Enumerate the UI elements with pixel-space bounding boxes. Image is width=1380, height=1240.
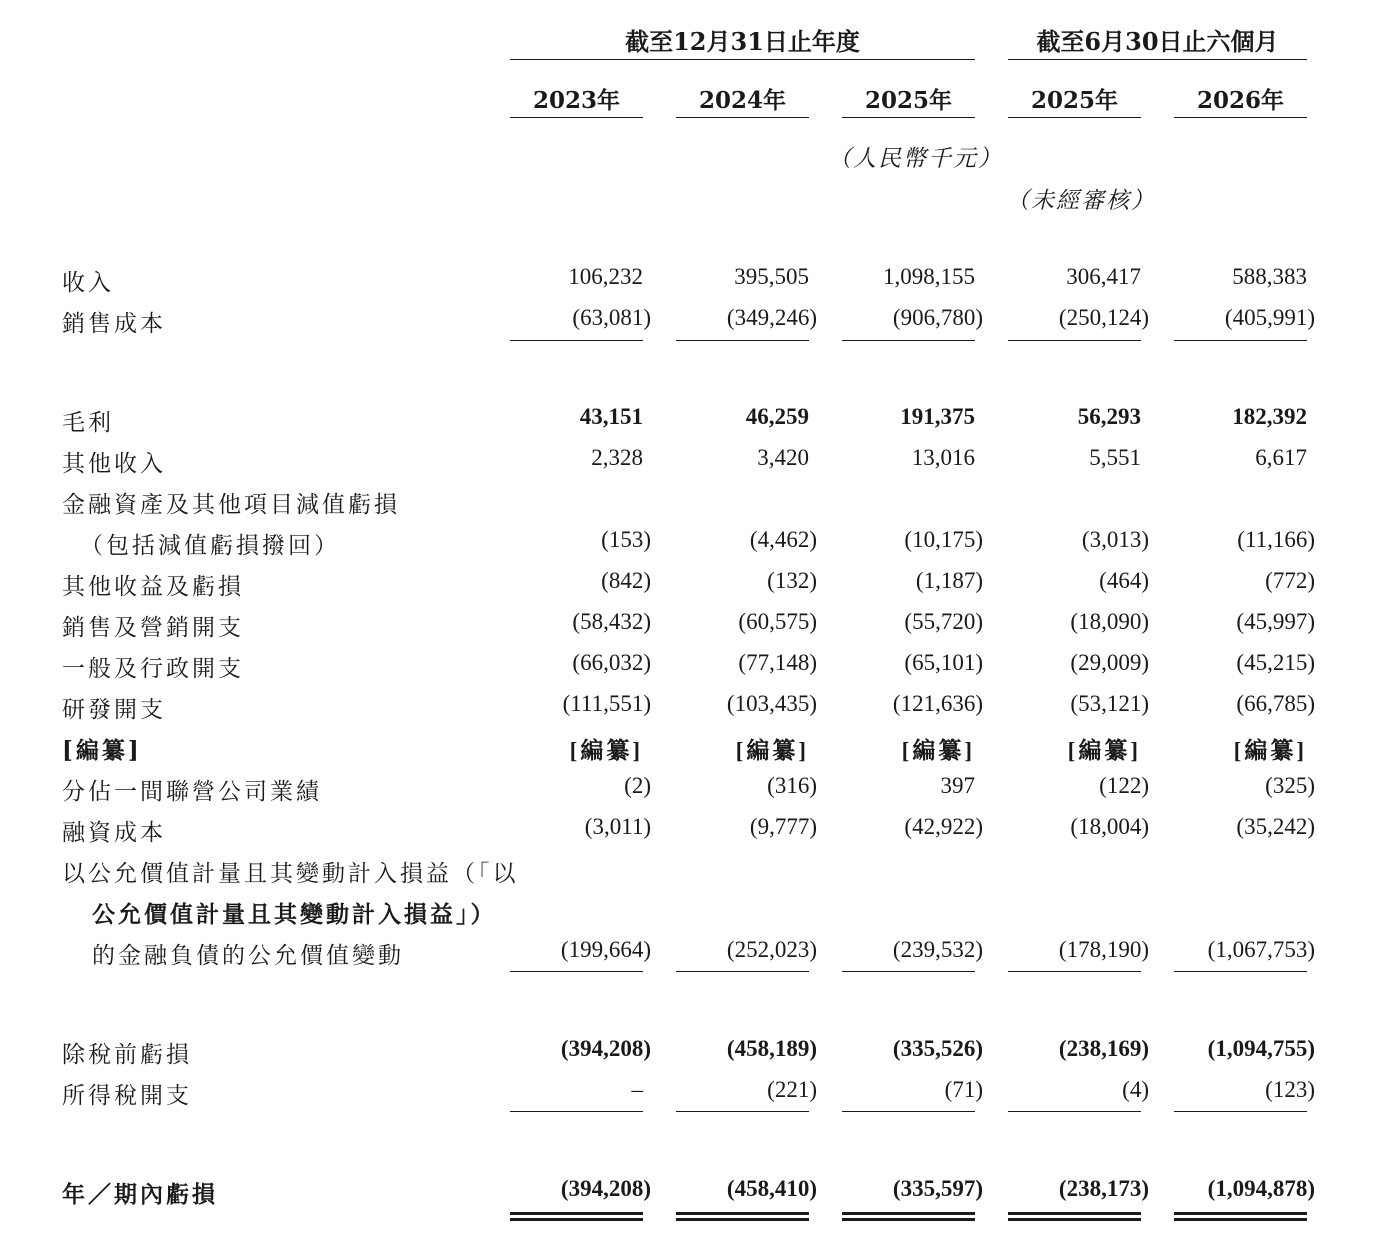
- table-cell: 2,328: [591, 445, 643, 470]
- group-header-six-months: 截至6月30日止六個月: [1036, 27, 1279, 56]
- year-header: 2024年: [698, 87, 786, 114]
- row-label-admin-expenses: 一般及行政開支: [62, 656, 244, 682]
- total-double-rule: [510, 1212, 643, 1221]
- table-cell: [編纂]: [901, 738, 975, 763]
- subtotal-rule: [510, 340, 643, 341]
- table-cell: (335,597): [892, 1176, 983, 1201]
- row-label-other-gains: 其他收益及虧損: [62, 574, 244, 600]
- table-cell: (394,208): [560, 1176, 651, 1201]
- table-cell: (239,532): [892, 937, 983, 962]
- table-cell: 5,551: [1089, 445, 1141, 470]
- table-cell: (458,189): [726, 1036, 817, 1061]
- table-cell: (18,004): [1070, 814, 1149, 839]
- table-cell: (4,462): [749, 527, 817, 552]
- table-cell: 191,375: [900, 404, 975, 429]
- table-cell: (1,067,753): [1207, 937, 1315, 962]
- table-cell: 46,259: [745, 404, 809, 429]
- unaudited-note: （未經審核）: [1006, 188, 1156, 214]
- table-cell: (45,997): [1236, 609, 1315, 634]
- table-cell: (221): [767, 1077, 817, 1102]
- row-label-gross-profit: 毛利: [62, 410, 114, 436]
- table-cell: (103,435): [726, 691, 817, 716]
- table-cell: (3,011): [584, 814, 651, 839]
- table-cell: (123): [1265, 1077, 1315, 1102]
- row-label-fvtpl-cont: 公允價值計量且其變動計入損益」）: [92, 901, 497, 928]
- table-cell: 182,392: [1232, 404, 1307, 429]
- row-label-redacted: [編纂]: [62, 737, 142, 764]
- table-cell: 395,505: [734, 264, 809, 289]
- year-underline: [1174, 117, 1307, 118]
- table-cell: (252,023): [726, 937, 817, 962]
- table-cell: (335,526): [892, 1036, 983, 1061]
- table-cell: (53,121): [1070, 691, 1149, 716]
- table-cell: (77,148): [738, 650, 817, 675]
- subtotal-rule: [1008, 1111, 1141, 1112]
- year-underline: [510, 117, 643, 118]
- table-cell: 13,016: [911, 445, 975, 470]
- table-cell: (1,094,755): [1207, 1036, 1315, 1061]
- table-cell: (325): [1265, 773, 1315, 798]
- year-underline: [676, 117, 809, 118]
- table-cell: (1,094,878): [1207, 1176, 1315, 1201]
- table-cell: (394,208): [560, 1036, 651, 1061]
- year-header: 2023年: [532, 87, 620, 114]
- row-label-loss-before-tax: 除稅前虧損: [62, 1042, 192, 1068]
- total-double-rule: [1174, 1212, 1307, 1221]
- row-label-associate: 分佔一間聯營公司業績: [62, 779, 322, 805]
- row-label-other-income: 其他收入: [62, 451, 166, 477]
- group-header-full-year: 截至12月31日止年度: [625, 27, 860, 56]
- subtotal-rule: [1174, 1111, 1307, 1112]
- table-cell: (65,101): [904, 650, 983, 675]
- subtotal-rule: [676, 971, 809, 972]
- table-cell: (122): [1099, 773, 1149, 798]
- table-cell: (71): [944, 1077, 983, 1102]
- year-underline: [842, 117, 975, 118]
- table-cell: (58,432): [572, 609, 651, 634]
- table-cell: (842): [601, 568, 651, 593]
- subtotal-rule: [510, 971, 643, 972]
- table-cell: (464): [1099, 568, 1149, 593]
- table-cell: (1,187): [915, 568, 983, 593]
- table-cell: (3,013): [1081, 527, 1149, 552]
- table-cell: 1,098,155: [883, 264, 975, 289]
- table-cell: [編纂]: [1067, 738, 1141, 763]
- subtotal-rule: [842, 340, 975, 341]
- table-cell: 588,383: [1232, 264, 1307, 289]
- table-cell: (458,410): [726, 1176, 817, 1201]
- subtotal-rule: [676, 1111, 809, 1112]
- table-cell: (11,166): [1237, 527, 1315, 552]
- year-underline: [1008, 117, 1141, 118]
- table-cell: 43,151: [579, 404, 643, 429]
- row-label-finance-costs: 融資成本: [62, 820, 166, 846]
- row-label-impairment-cont: （包括減值虧損撥回）: [80, 533, 340, 559]
- table-cell: (35,242): [1236, 814, 1315, 839]
- table-cell: (42,922): [904, 814, 983, 839]
- total-double-rule: [1008, 1212, 1141, 1221]
- subtotal-rule: [1174, 971, 1307, 972]
- table-cell: [編纂]: [569, 738, 643, 763]
- table-cell: (10,175): [904, 527, 983, 552]
- subtotal-rule: [510, 1111, 643, 1112]
- group-underline: [510, 59, 975, 60]
- table-cell: (199,664): [560, 937, 651, 962]
- table-cell: (316): [767, 773, 817, 798]
- row-label-rd-expenses: 研發開支: [62, 697, 166, 723]
- table-cell: 56,293: [1077, 404, 1141, 429]
- year-header: 2025年: [1030, 87, 1118, 114]
- table-cell: (153): [601, 527, 651, 552]
- table-cell: (63,081): [572, 305, 651, 330]
- table-cell: [編纂]: [1233, 738, 1307, 763]
- year-header: 2025年: [864, 87, 952, 114]
- group-underline: [1008, 59, 1307, 60]
- table-cell: (772): [1265, 568, 1315, 593]
- subtotal-rule: [842, 971, 975, 972]
- table-cell: (45,215): [1236, 650, 1315, 675]
- table-cell: (9,777): [749, 814, 817, 839]
- year-header: 2026年: [1196, 87, 1284, 114]
- row-label-selling-expenses: 銷售及營銷開支: [62, 615, 244, 641]
- currency-note: （人民幣千元）: [828, 146, 1003, 172]
- subtotal-rule: [1008, 971, 1141, 972]
- table-cell: 3,420: [757, 445, 809, 470]
- table-cell: (906,780): [892, 305, 983, 330]
- table-cell: (18,090): [1070, 609, 1149, 634]
- table-cell: (66,785): [1236, 691, 1315, 716]
- row-label-impairment: 金融資產及其他項目減值虧損: [62, 492, 400, 518]
- table-cell: (29,009): [1070, 650, 1149, 675]
- table-cell: (111,551): [562, 691, 651, 716]
- table-cell: (60,575): [738, 609, 817, 634]
- total-double-rule: [676, 1212, 809, 1221]
- table-cell: 106,232: [568, 264, 643, 289]
- subtotal-rule: [676, 340, 809, 341]
- table-cell: –: [631, 1077, 643, 1102]
- row-label-revenue: 收入: [62, 270, 114, 296]
- table-cell: (2): [624, 773, 651, 798]
- table-cell: (178,190): [1058, 937, 1149, 962]
- row-label-loss-for-period: 年／期內虧損: [62, 1181, 218, 1208]
- table-cell: 397: [940, 773, 975, 798]
- subtotal-rule: [842, 1111, 975, 1112]
- table-cell: (4): [1122, 1077, 1149, 1102]
- table-cell: (121,636): [892, 691, 983, 716]
- row-label-income-tax: 所得稅開支: [62, 1083, 192, 1109]
- subtotal-rule: [1174, 340, 1307, 341]
- table-cell: 306,417: [1066, 264, 1141, 289]
- table-cell: [編纂]: [735, 738, 809, 763]
- subtotal-rule: [1008, 340, 1141, 341]
- table-cell: (250,124): [1058, 305, 1149, 330]
- row-label-fvtpl-cont2: 的金融負債的公允價值變動: [92, 943, 404, 969]
- table-cell: 6,617: [1255, 445, 1307, 470]
- table-cell: (238,173): [1058, 1176, 1149, 1201]
- table-cell: (66,032): [572, 650, 651, 675]
- table-cell: (405,991): [1224, 305, 1315, 330]
- table-cell: (55,720): [904, 609, 983, 634]
- row-label-cost-of-sales: 銷售成本: [62, 311, 166, 337]
- row-label-fvtpl: 以公允價值計量且其變動計入損益（「以: [62, 861, 519, 887]
- table-cell: (132): [767, 568, 817, 593]
- table-cell: (349,246): [726, 305, 817, 330]
- total-double-rule: [842, 1212, 975, 1221]
- table-cell: (238,169): [1058, 1036, 1149, 1061]
